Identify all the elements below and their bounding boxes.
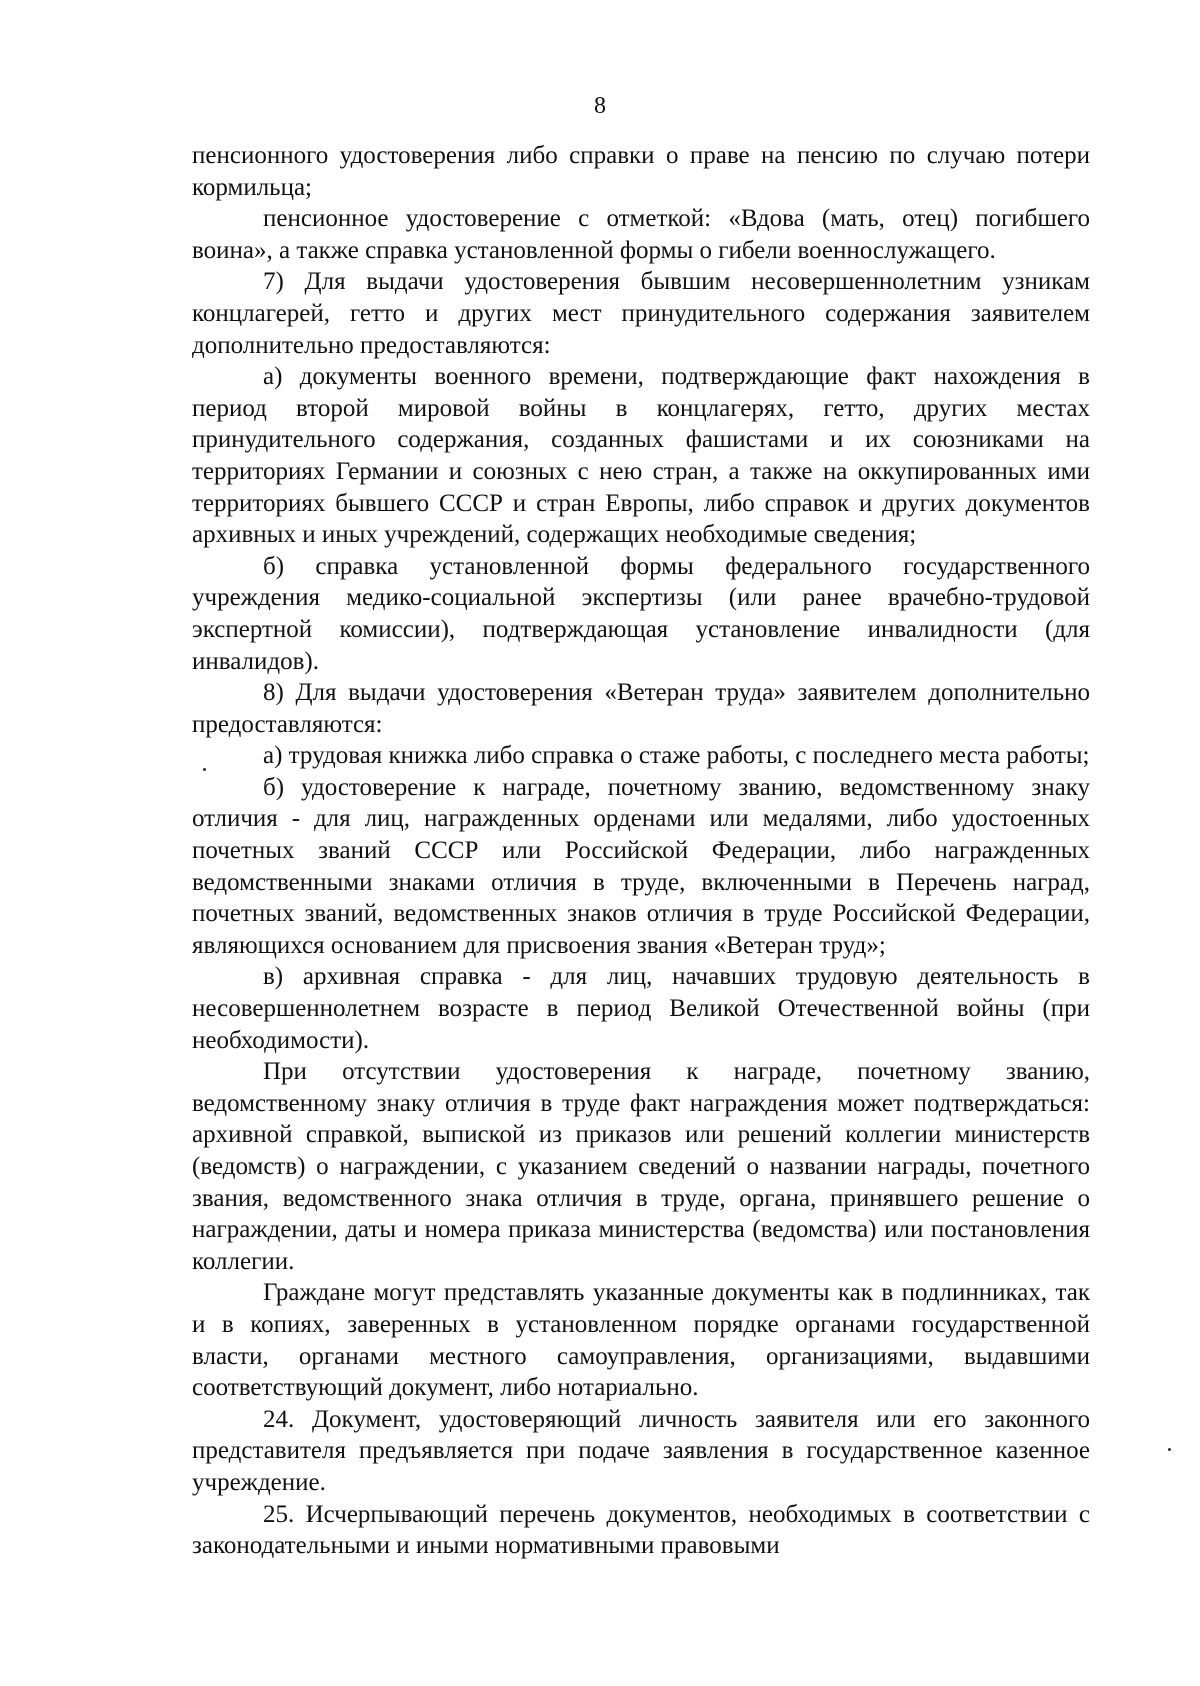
- paragraph-award-absence: При отсутствии удостоверения к награде, почетному званию, ведомственному знаку отличия в труде факт награждения может подтверждаться: архивной справкой, выпиской из приказов или решений коллегии министерств (ведомств) о награждении, с указанием сведений о названии награды, почетного звания, ведомственного знака отличия в труде, органа, принявшего решение о награждении, даты и номера приказа министерства (ведомства) или постановления коллегии.: [192, 1058, 1090, 1275]
- paragraph-item-7a: а) документы военного времени, подтверждающие факт нахождения в период второй мировой войны в концлагерях, гетто, других местах принудительного содержания, созданных фашистами и их союзниками на территориях Германии и союзных с нею стран, а также на оккупированных ими территориях бывшего СССР и стран Европы, либо справок и других документов архивных и иных учреждений, содержащих необходимые сведения;: [192, 363, 1090, 549]
- paragraph-item-8v: в) архивная справка - для лиц, начавших трудовую деятельность в несовершеннолетнем возрасте в период Великой Отечественной войны (при необходимости).: [192, 963, 1090, 1054]
- document-body: [192, 140, 1090, 1562]
- paragraph-item-7: 7) Для выдачи удостоверения бывшим несовершеннолетним узникам концлагерей, гетто и других мест принудительного содержания заявителем дополнительно предоставляются:: [192, 268, 1090, 359]
- paragraph-item-7b: б) справка установленной формы федерального государственного учреждения медико-социальной экспертизы (или ранее врачебно-трудовой экспертной комиссии), подтверждающая установление инвалидности (для инвалидов).: [192, 552, 1090, 675]
- paragraph-item-8a: а) трудовая книжка либо справка о стаже работы, с последнего места работы;: [263, 742, 1090, 770]
- paragraph-item-25: 25. Исчерпывающий перечень документов, необходимых в соответствии с законодательными и иными нормативными правовыми: [192, 1500, 1090, 1560]
- scan-speck: [203, 768, 206, 771]
- paragraph-item-8b: б) удостоверение к награде, почетному званию, ведомственному знаку отличия - для лиц, награжденных орденами или медалями, либо удостоенных почетных званий СССР или Российской Федерации, либо награжденных ведомственными знаками отличия в труде, включенными в Перечень наград, почетных званий, ведомственных знаков отличия в труде Российской Федерации, являющихся основанием для присвоения звания «Ветеран труд»;: [192, 773, 1090, 959]
- paragraph-item-8: 8) Для выдачи удостоверения «Ветеран труда» заявителем дополнительно предоставляются:: [192, 679, 1090, 738]
- paragraph-pension-certificate: пенсионное удостоверение с отметкой: «Вдова (мать, отец) погибшего воина», а также справка установленной формы о гибели военнослужащего.: [192, 205, 1090, 264]
- paragraph-continuation: пенсионного удостоверения либо справки о праве на пенсию по случаю потери кормильца;: [192, 142, 1090, 201]
- paragraph-citizens-copies: Граждане могут представлять указанные документы как в подлинниках, так и в копиях, заверенных в установленном порядке органами государственной власти, органами местного самоуправления, организациями, выдавшими соответствующий документ, либо нотариально.: [192, 1279, 1090, 1402]
- scan-speck: [1168, 1448, 1171, 1451]
- page-number: 8: [594, 93, 606, 119]
- paragraph-item-24: 24. Документ, удостоверяющий личность заявителя или его законного представителя предъявляется при подаче заявления в государственное казенное учреждение.: [192, 1405, 1090, 1496]
